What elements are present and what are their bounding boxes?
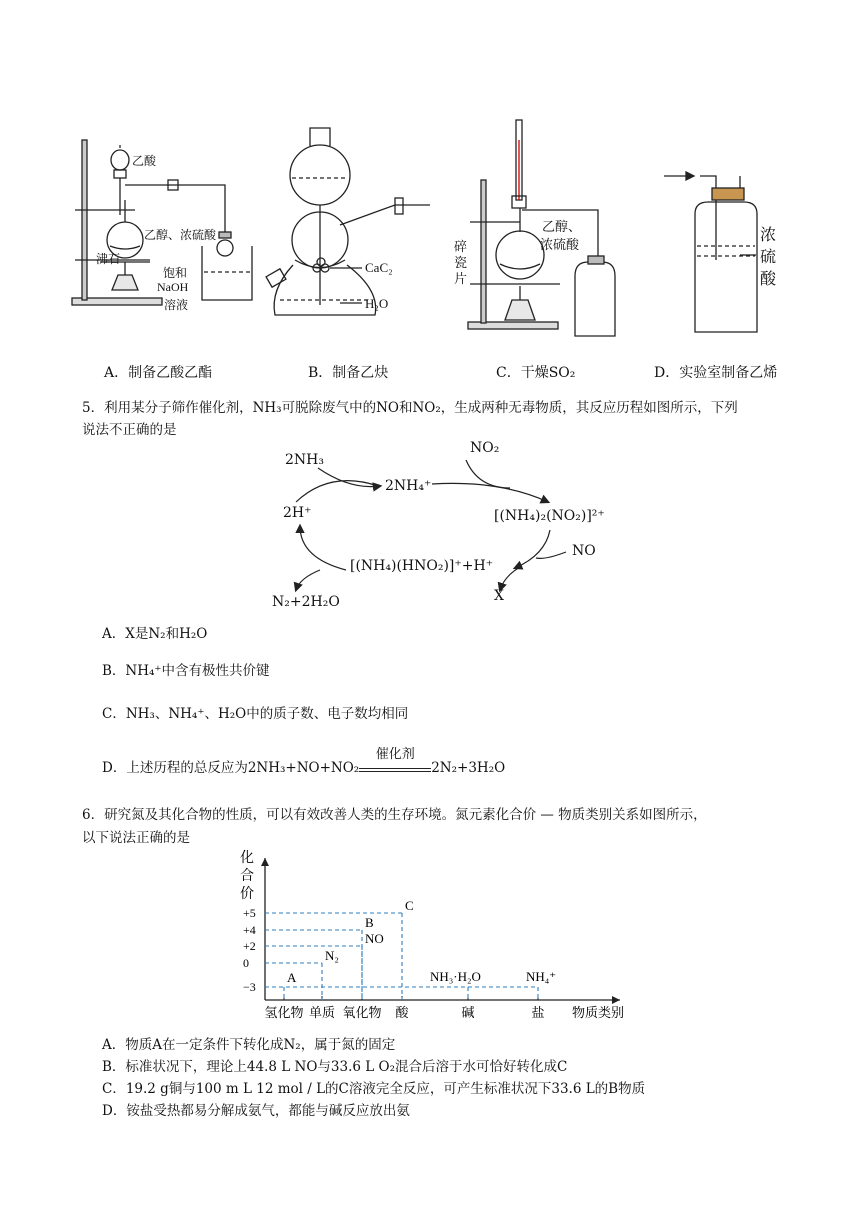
point-label: B (365, 915, 374, 930)
c-label-conc-acid: 浓硫酸 (540, 237, 580, 252)
c-label-ethanol: 乙醇、 (542, 219, 582, 234)
x-tick-label: 酸 (395, 1005, 409, 1020)
x-tick-label: 氢化物 (264, 1005, 304, 1020)
q5-stem-line2: 说法不正确的是 (82, 422, 177, 438)
x-tick-label: 盐 (531, 1005, 545, 1020)
c-label-broken-1: 碎 (454, 239, 468, 254)
q5-hplus: 2H⁺ (283, 505, 312, 521)
q4-option-d-text: 实验室制备乙烯 (679, 365, 778, 381)
q4-option-c-text: 干燥SO₂ (520, 365, 576, 381)
y-axis-label-char: 价 (240, 887, 254, 902)
q5-products: N₂+2H₂O (272, 594, 340, 610)
x-axis-arrow-icon (612, 996, 620, 1004)
q6-option-c[interactable]: C．19.2 g铜与100 m L 12 mol / L的C溶液完全反应，可产生标准状况下33.6 L的B物质 (102, 1081, 646, 1097)
y-axis-label-char: 合 (240, 869, 254, 884)
q6-stem-line1: 6．研究氮及其化合物的性质，可以有效改善人类的生存环境。氮元素化合价 — 物质类别关系如图所示， (82, 807, 707, 823)
q5-no: NO (572, 543, 596, 559)
q4-option-d-key: D． (654, 365, 680, 381)
c-label-broken-2: 瓷 (454, 255, 468, 270)
q5-option-a[interactable]: A．X是N₂和H₂O (102, 626, 208, 642)
b-label-h2o: H₂O (365, 296, 389, 311)
a-label-naoh: NaOH (157, 280, 189, 294)
q6-option-b[interactable]: B．标准状况下，理论上44.8 L NO与33.6 L O₂混合后溶于水可恰好转化成C (102, 1059, 568, 1075)
q5-option-d-prefix: D．上述历程的总反应为 (102, 760, 248, 776)
y-tick-label: 0 (243, 956, 249, 970)
y-tick-label: +4 (243, 923, 256, 937)
q4-option-b-key: B． (308, 365, 333, 381)
b-label-cac2: CaC₂ (365, 260, 393, 275)
a-label-ethanol-acid: 乙醇、浓硫酸 (144, 228, 217, 242)
q4-option-b-text: 制备乙炔 (332, 365, 389, 381)
q5-option-d-lhs: 2NH₃+NO+NO₂ (247, 760, 360, 776)
a-label-solution: 溶液 (164, 298, 189, 312)
a-label-acetic-acid: 乙酸 (132, 154, 157, 168)
d-label-1: 浓 (760, 227, 777, 244)
a-label-boiling-chips: 沸石 (96, 252, 121, 266)
point-label: NO (365, 931, 384, 946)
q5-complex2: [(NH₄)(HNO₂)]⁺+H⁺ (350, 558, 494, 574)
q5-x: X (494, 588, 504, 604)
y-tick-label: −3 (243, 980, 256, 994)
point-label: A (287, 970, 297, 985)
x-tick-label: 碱 (461, 1005, 475, 1020)
a-label-saturated: 饱和 (163, 266, 188, 280)
q5-option-c[interactable]: C．NH₃、NH₄⁺、H₂O中的质子数、电子数均相同 (102, 706, 409, 722)
d-label-2: 硫 (760, 249, 777, 266)
q4-option-a-text: 制备乙酸乙酯 (128, 365, 213, 381)
q4-option-c-key: C． (496, 365, 521, 381)
q5-nh4: 2NH₄⁺ (385, 478, 432, 494)
q5-stem-line1: 5．利用某分子筛作催化剂，NH₃可脱除废气中的NO和NO₂，生成两种无毒物质，其反应历程如图所示，下列 (82, 400, 738, 416)
q5-option-d-rhs: 2N₂+3H₂O (431, 760, 506, 776)
q5-no2: NO₂ (470, 440, 500, 456)
y-tick-label: +2 (243, 939, 256, 953)
q5-option-b[interactable]: B．NH₄⁺中含有极性共价键 (102, 663, 270, 679)
d-label-3: 酸 (760, 271, 777, 288)
x-tick-label: 氧化物 (342, 1005, 382, 1020)
c-label-broken-3: 片 (454, 271, 468, 286)
x-tick-label: 单质 (308, 1005, 336, 1020)
y-axis-label-char: 化 (240, 851, 254, 866)
point-label: N₂ (325, 948, 339, 963)
point-label: NH₄⁺ (526, 969, 557, 984)
point-label: C (405, 898, 414, 913)
q6-option-a[interactable]: A．物质A在一定条件下转化成N₂，属于氮的固定 (102, 1037, 396, 1053)
q5-option-d-catalyst: 催化剂 (375, 747, 415, 762)
q5-complex1: [(NH₄)₂(NO₂)]²⁺ (494, 508, 605, 524)
q6-stem-line2: 以下说法正确的是 (82, 830, 190, 846)
q6-option-d[interactable]: D．铵盐受热都易分解成氨气，都能与碱反应放出氨 (102, 1103, 410, 1119)
x-axis-label: 物质类别 (571, 1005, 625, 1020)
q5-nh3: 2NH₃ (285, 452, 324, 468)
y-axis-arrow-icon (261, 858, 269, 866)
q4-option-a-key: A． (104, 365, 129, 381)
y-tick-label: +5 (243, 906, 256, 920)
point-label: NH₃·H₂O (430, 969, 481, 984)
